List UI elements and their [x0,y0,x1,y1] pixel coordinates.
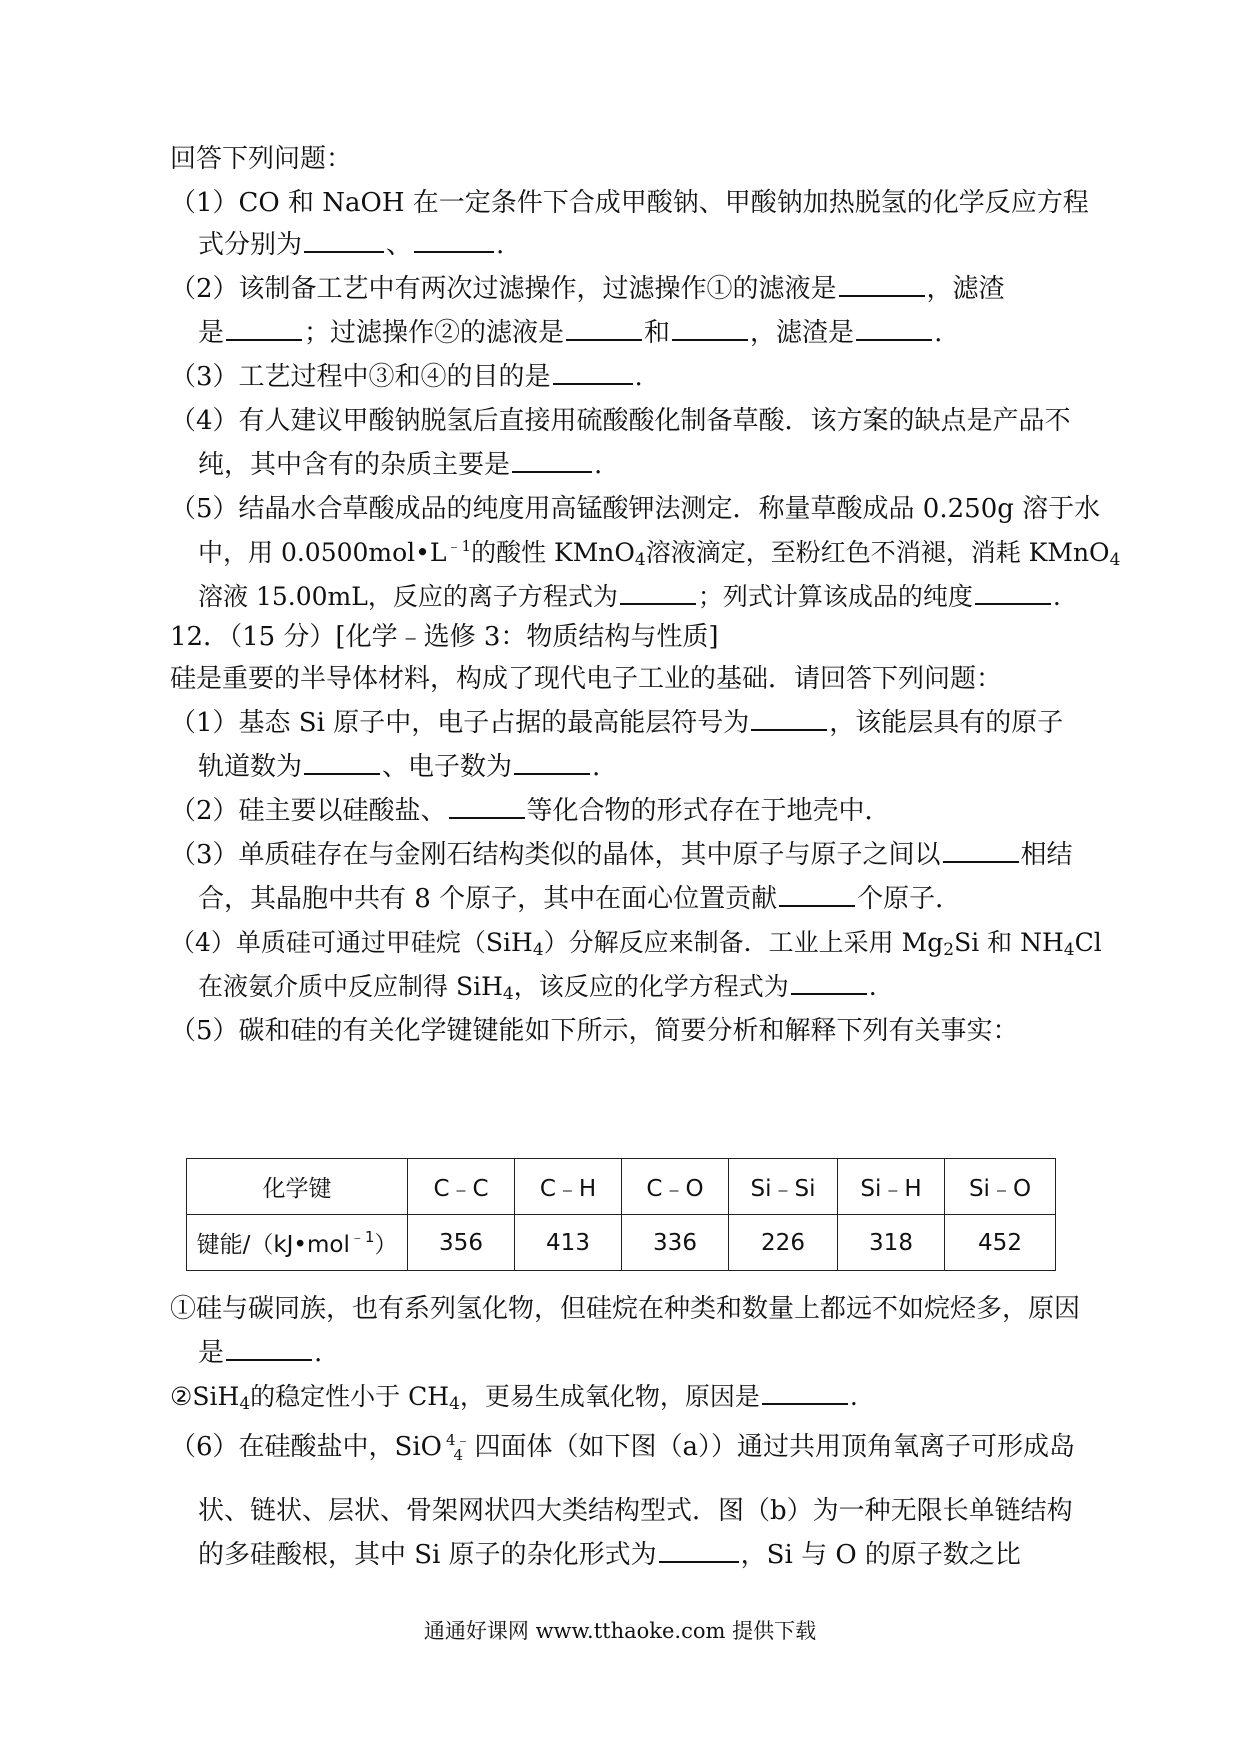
answer-blank [975,581,1051,605]
answer-blank [620,581,696,605]
table-header-cell: Si﹣H [838,1159,945,1215]
s4-line1: （4）单质硅可通过甲硅烷（SiH$_4$）分解反应来制备．工业上采用 $Mg_2Si$ 和 $NH_4Cl$ [170,928,1102,960]
table-cell: 356 [408,1215,515,1271]
answer-blank [839,273,925,297]
s3-line1: （3）单质硅存在与金刚石结构类似的晶体，其中原子与原子之间以 相结 [170,840,1073,870]
table-cell: 318 [838,1215,945,1271]
q5-line3: 溶液 15.00mL，反应的离子方程式为 ；列式计算该成品的纯度 . [198,582,1061,611]
q12-intro: 硅是重要的半导体材料，构成了现代电子工业的基础．请回答下列问题： [170,664,1003,694]
table-cell: 336 [622,1215,729,1271]
table-cell: 226 [729,1215,838,1271]
s6-line3: 的多硅酸根，其中 Si 原子的杂化形式为 ，Si 与 O 的原子数之比 [198,1540,1021,1570]
s6-line2: 状、链状、层状、骨架网状四大类结构型式．图（b）为一种无限长单链结构 [198,1496,1073,1526]
s5-line: （5）碳和硅的有关化学键键能如下所示，简要分析和解释下列有关事实： [170,1016,1019,1046]
answer-blank [414,229,494,253]
q1-line2: 式分别为 、 . [198,230,505,260]
s3-line2: 合，其晶胞中共有 8 个原子，其中在面心位置贡献 个原子． [198,884,962,914]
q5-line1: （5）结晶水合草酸成品的纯度用高锰酸钾法测定．称量草酸成品 0.250g 溶于水 [170,494,1101,524]
table-header-cell: C﹣O [622,1159,729,1215]
answer-blank [226,1337,312,1361]
table-row-label: 键能/（kJ•mol$^{﹣1}$） [187,1215,408,1271]
answer-blank [226,317,302,341]
table-cell: 413 [515,1215,622,1271]
answer-blank [304,751,380,775]
table-row [187,1159,1056,1215]
answer-blank [791,971,867,995]
s1-line2: 轨道数为 、电子数为 . [198,752,601,782]
s2-line: （2）硅主要以硅酸盐、 等化合物的形式存在于地壳中． [170,796,891,826]
q12-title: 12．（15 分）[化学﹣选修 3：物质结构与性质] [170,622,719,652]
answer-blank [566,317,642,341]
s5i-line2: 是 . [198,1338,323,1368]
q1-line1: （1）CO 和 NaOH 在一定条件下合成甲酸钠、甲酸钠加热脱氢的化学反应方程 [170,188,1089,218]
answer-blank [762,1381,848,1405]
answer-blank [512,449,592,473]
table-header-cell: C﹣H [515,1159,622,1215]
page-footer: 通通好课网 www.tthaoke.com 提供下载 [423,1619,817,1643]
table-row [187,1215,1056,1271]
table-header-cell: Si﹣O [945,1159,1056,1215]
table-header-cell: Si﹣Si [729,1159,838,1215]
q2-line2: 是 ；过滤操作②的滤液是 和 ，滤渣是 . [198,318,943,348]
answer-blank [553,361,633,385]
table-header-cell: 化学键 [187,1159,408,1215]
answer-blank [659,1539,739,1563]
answer-blank [514,751,590,775]
q4-line1: （4）有人建议甲酸钠脱氢后直接用硫酸酸化制备草酸．该方案的缺点是产品不 [170,406,1071,436]
s4-line2: 在液氨介质中反应制得 SiH$_4$，该反应的化学方程式为 . [198,972,877,1004]
answer-blank [449,795,525,819]
answer-intro: 回答下列问题： [170,144,353,174]
q3-line: （3）工艺过程中③和④的目的是 . [170,362,643,392]
bond-energy-table [186,1158,1056,1271]
answer-blank [304,229,384,253]
s6-line1: （6）在硅酸盐中，SiO 4﹣ 4 四面体（如下图（a））通过共用顶角氧离子可形成岛 [170,1431,1076,1464]
q2-line1: （2）该制备工艺中有两次过滤操作，过滤操作①的滤液是 ，滤渣 [170,274,1005,304]
table-cell: 452 [945,1215,1056,1271]
answer-blank [672,317,748,341]
table-header-cell: C﹣C [408,1159,515,1215]
q4-line2: 纯，其中含有的杂质主要是 . [198,450,603,480]
ion-charge: 4﹣ 4 [446,1431,471,1464]
q5-line2: 中，用 $0.0500mol•L^{﹣1}$的酸性 KMnO$_4$溶液滴定，至粉红色不消褪，消耗 KMnO$_4$ [198,537,1121,570]
answer-blank [856,317,932,341]
s5i-line1: ①硅与碳同族，也有系列氢化物，但硅烷在种类和数量上都远不如烷烃多，原因 [170,1294,1081,1324]
answer-blank [779,883,855,907]
s5ii-line: ②SiH$_4$的稳定性小于 $CH_4$，更易生成氧化物，原因是 . [170,1382,858,1414]
answer-blank [751,707,827,731]
s1-line1: （1）基态 Si 原子中，电子占据的最高能层符号为 ，该能层具有的原子 [170,708,1064,738]
answer-blank [943,839,1019,863]
